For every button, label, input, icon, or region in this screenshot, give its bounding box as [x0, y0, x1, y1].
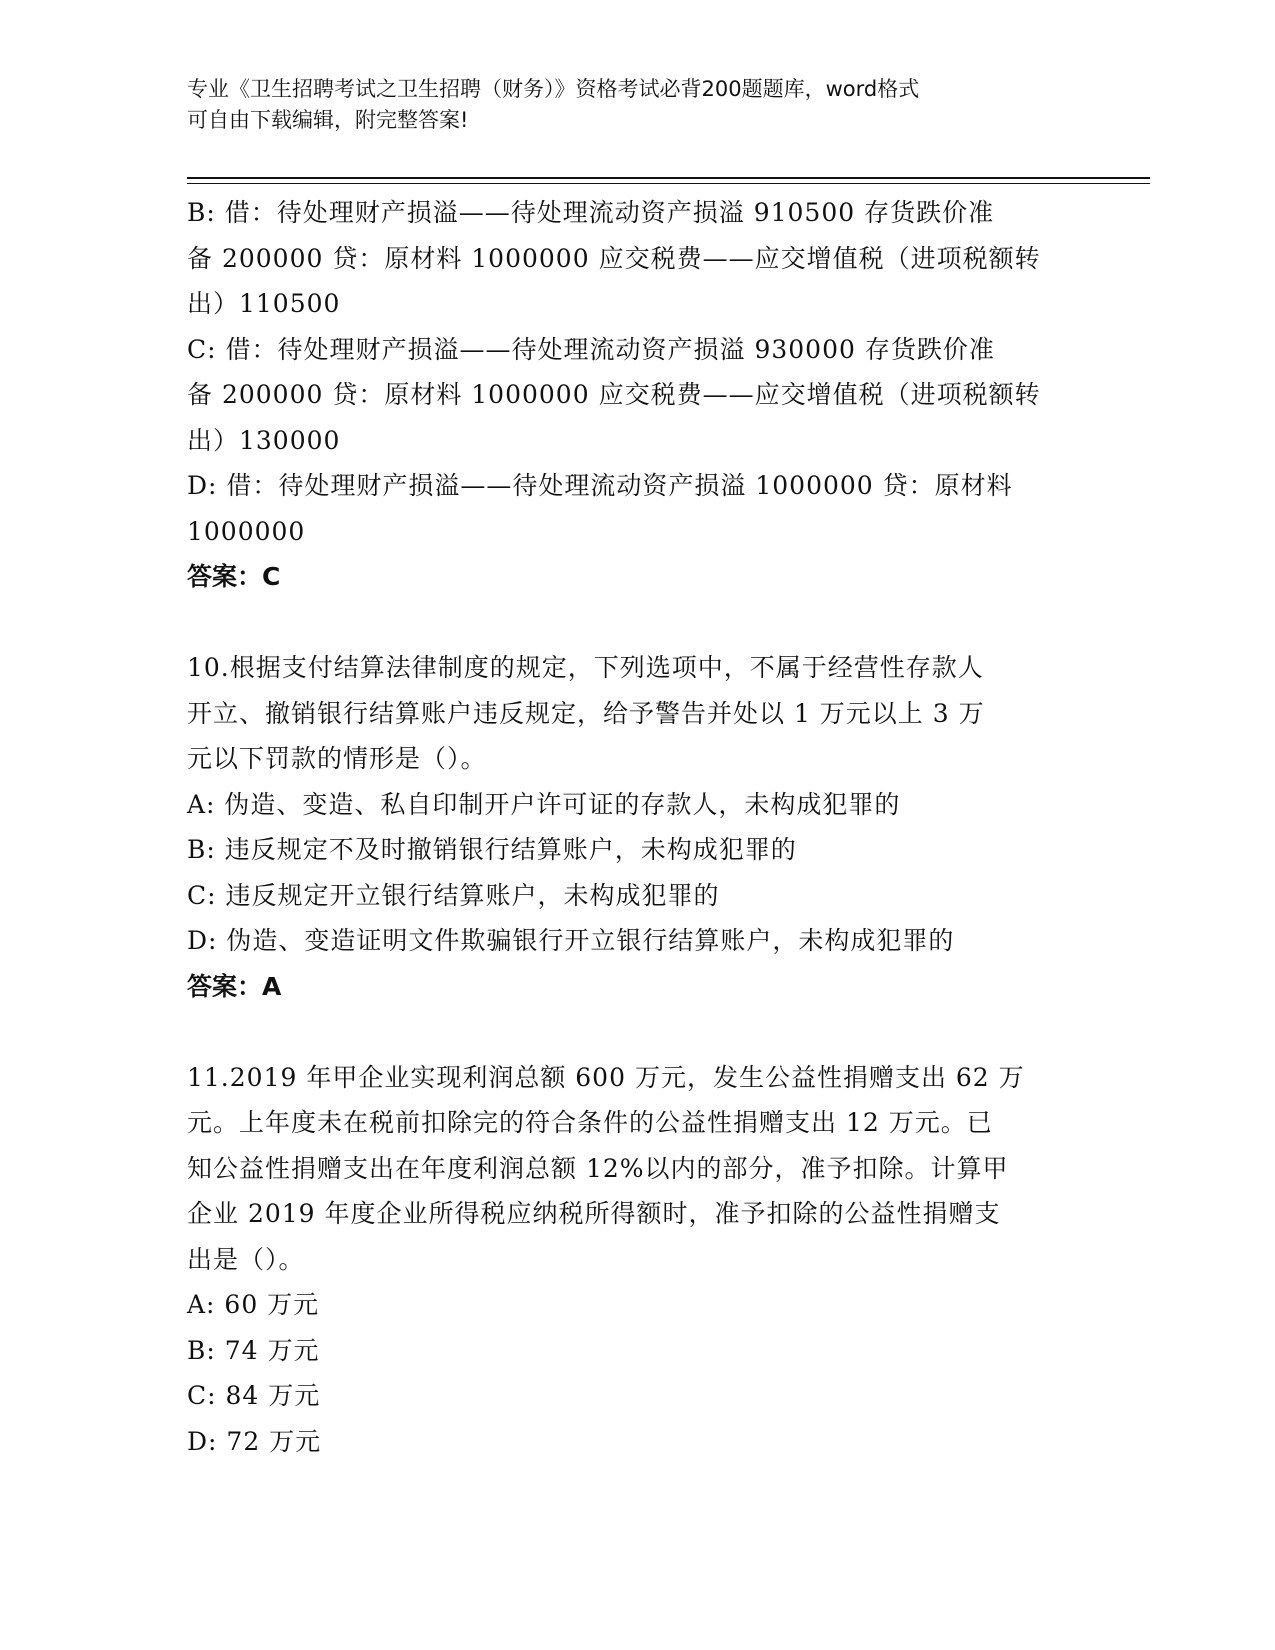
- q11-stem-line-5: 出是（）。: [187, 1244, 305, 1274]
- header-line-1: 专业《卫生招聘考试之卫生招聘（财务）》资格考试必背200题题库，word格式: [187, 77, 920, 101]
- document-body: [187, 190, 1077, 1464]
- q11-option-c: C: 84 万元: [187, 1381, 321, 1410]
- q9-option-c-line-2: 备 200000 贷：原材料 1000000 应交税费——应交增值税（进项税额转: [187, 380, 1041, 409]
- q9-option-b-line-3: 出）110500: [187, 289, 341, 318]
- document-header: [187, 74, 1067, 136]
- spacer: [187, 1009, 1077, 1055]
- q11-stem-line-3: 知公益性捐赠支出在年度利润总额 12%以内的部分，准予扣除。计算甲: [187, 1153, 1009, 1183]
- q11-stem-line-1: 11.2019 年甲企业实现利润总额 600 万元，发生公益性捐赠支出 62 万: [187, 1062, 1025, 1092]
- header-rule-thin: [187, 183, 1150, 184]
- q11-stem-line-4: 企业 2019 年度企业所得税应纳税所得额时，准予扣除的公益性捐赠支: [187, 1199, 1001, 1228]
- q9-option-d-line-1: D: 借：待处理财产损溢——待处理流动资产损溢 1000000 贷：原材料: [187, 471, 1013, 500]
- spacer: [187, 600, 1077, 646]
- q9-option-b-line-1: B: 借：待处理财产损溢——待处理流动资产损溢 910500 存货跌价准: [187, 198, 995, 227]
- q9-answer: 答案：C: [187, 562, 281, 591]
- q11-option-a: A: 60 万元: [187, 1290, 320, 1319]
- q10-answer: 答案：A: [187, 971, 282, 1001]
- q10-option-b: B: 违反规定不及时撤销银行结算账户，未构成犯罪的: [187, 835, 797, 864]
- q10-option-a: A: 伪造、变造、私自印制开户许可证的存款人，未构成犯罪的: [187, 789, 901, 819]
- q9-option-c-line-3: 出）130000: [187, 425, 341, 455]
- q11-stem-line-2: 元。上年度未在税前扣除完的符合条件的公益性捐赠支出 12 万元。已: [187, 1108, 993, 1137]
- question-9-continued: [187, 190, 1077, 600]
- question-10: [187, 645, 1077, 1009]
- header-line-2: 可自由下载编辑，附完整答案!: [187, 108, 469, 132]
- q10-stem-line-3: 元以下罚款的情形是（）。: [187, 744, 487, 773]
- q11-option-b: B: 74 万元: [187, 1335, 320, 1365]
- header-rule-thick: [187, 177, 1150, 179]
- q10-stem-line-2: 开立、撤销银行结算账户违反规定，给予警告并处以 1 万元以上 3 万: [187, 698, 985, 728]
- q9-option-c-line-1: C: 借：待处理财产损溢——待处理流动资产损溢 930000 存货跌价准: [187, 334, 995, 364]
- q10-stem-line-1: 10.根据支付结算法律制度的规定，下列选项中，不属于经营性存款人: [187, 653, 984, 682]
- question-11: [187, 1055, 1077, 1465]
- q9-option-d-line-2: 1000000: [187, 516, 306, 546]
- q10-option-c: C: 违反规定开立银行结算账户，未构成犯罪的: [187, 880, 720, 910]
- q11-option-d: D: 72 万元: [187, 1426, 322, 1456]
- q9-option-b-line-2: 备 200000 贷：原材料 1000000 应交税费——应交增值税（进项税额转: [187, 243, 1041, 273]
- q10-option-d: D: 伪造、变造证明文件欺骗银行开立银行结算账户，未构成犯罪的: [187, 926, 955, 955]
